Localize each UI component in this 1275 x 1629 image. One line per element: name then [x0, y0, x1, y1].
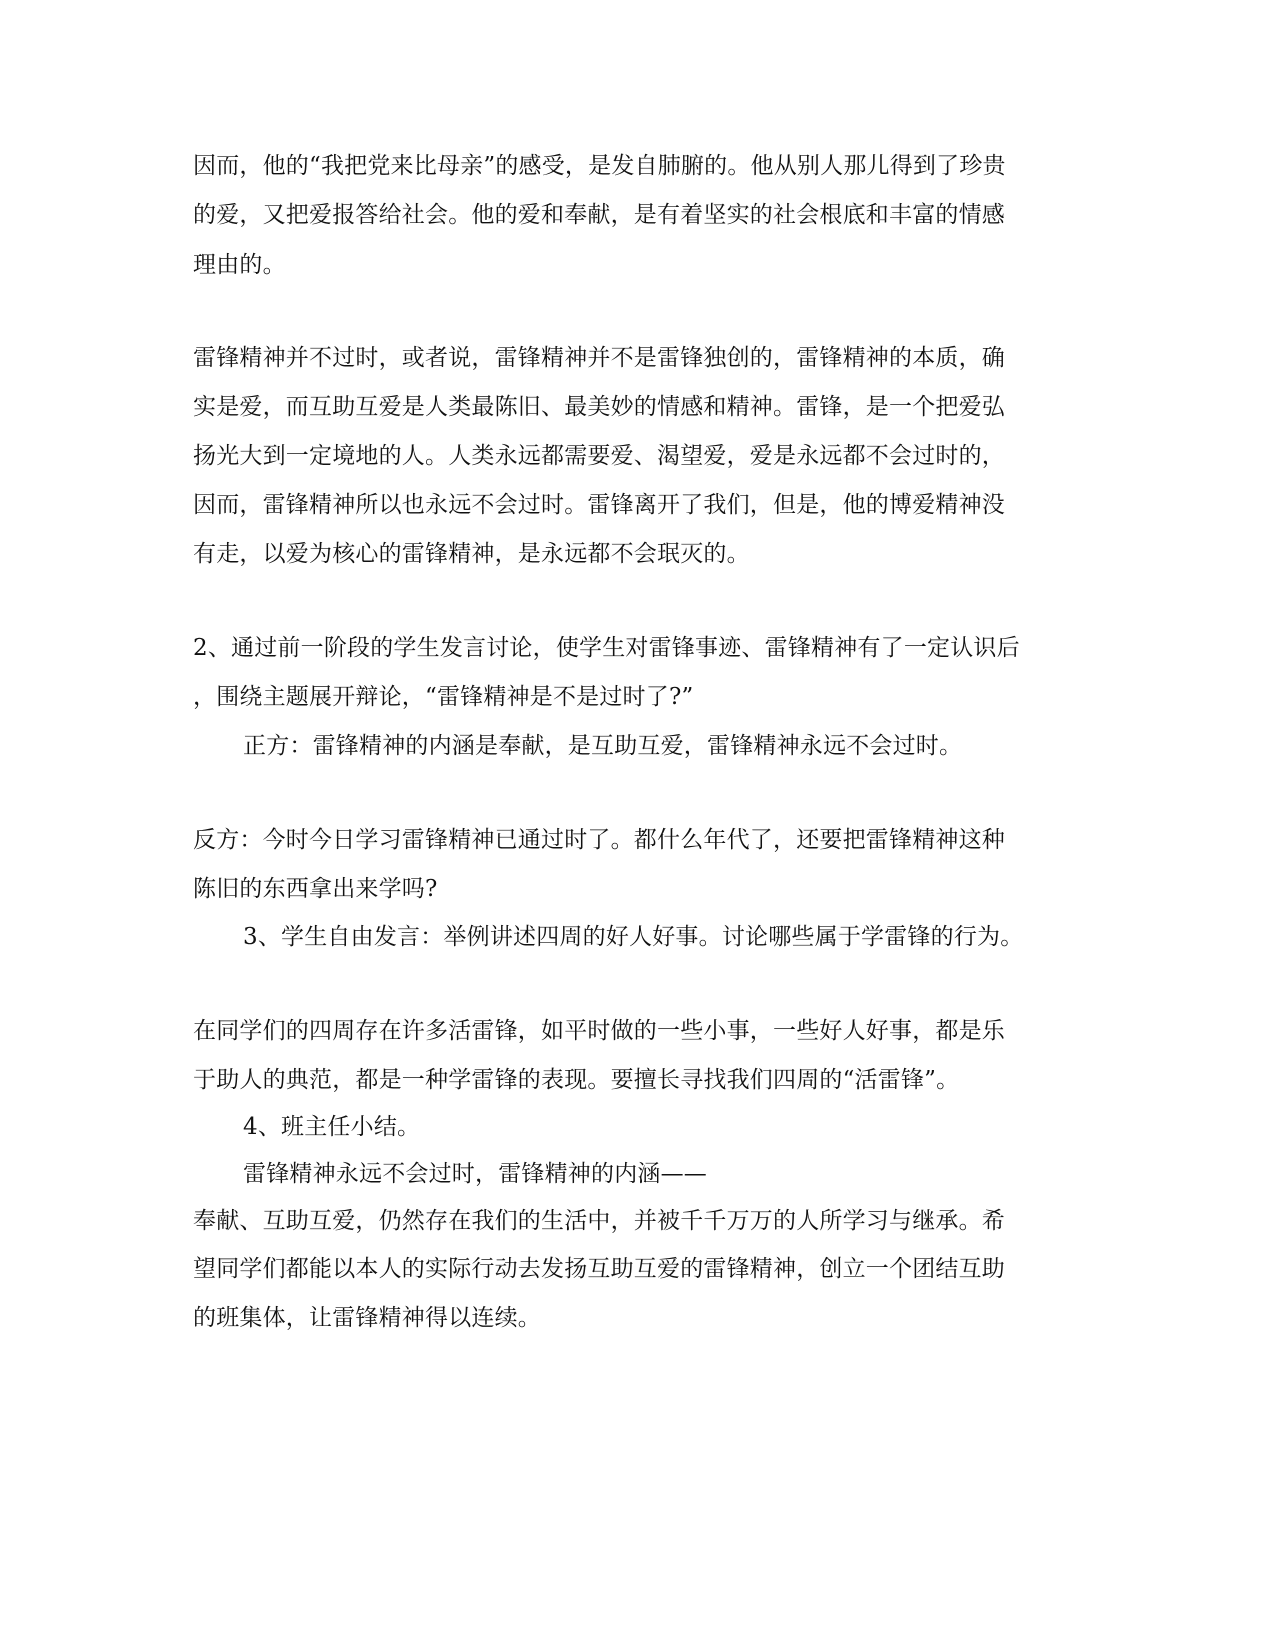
- text-line: 雷锋精神永远不会过时，雷锋精神的内涵——: [243, 1161, 707, 1187]
- text-line: 4、班主任小结。: [243, 1114, 421, 1140]
- text-line: 理由的。: [193, 252, 286, 278]
- text-line: 奉献、互助互爱，仍然存在我们的生活中，并被千千万万的人所学习与继承。希: [193, 1208, 1005, 1234]
- text-line: 于助人的典范，都是一种学雷锋的表现。要擅长寻找我们四周的“活雷锋”。: [193, 1067, 960, 1093]
- text-line: 3、学生自由发言：举例讲述四周的好人好事。讨论哪些属于学雷锋的行为。: [243, 924, 1024, 950]
- text-line: 因而，雷锋精神所以也永远不会过时。雷锋离开了我们，但是，他的博爱精神没: [193, 492, 1005, 518]
- text-line: 的爱，又把爱报答给社会。他的爱和奉献，是有着坚实的社会根底和丰富的情感: [193, 202, 1005, 228]
- text-line: 2、通过前一阶段的学生发言讨论，使学生对雷锋事迹、雷锋精神有了一定认识后: [193, 635, 1020, 661]
- text-line: 反方：今时今日学习雷锋精神已通过时了。都什么年代了，还要把雷锋精神这种: [193, 827, 1005, 853]
- text-line: 陈旧的东西拿出来学吗?: [193, 876, 438, 902]
- text-line: ，围绕主题展开辩论，“雷锋精神是不是过时了?”: [193, 684, 694, 710]
- text-line: 在同学们的四周存在许多活雷锋，如平时做的一些小事，一些好人好事，都是乐: [193, 1018, 1005, 1044]
- text-line: 望同学们都能以本人的实际行动去发扬互助互爱的雷锋精神，创立一个团结互助: [193, 1256, 1005, 1282]
- text-line: 正方：雷锋精神的内涵是奉献，是互助互爱，雷锋精神永远不会过时。: [243, 733, 963, 759]
- text-line: 雷锋精神并不过时，或者说，雷锋精神并不是雷锋独创的，雷锋精神的本质，确: [193, 345, 1005, 371]
- text-line: 有走，以爱为核心的雷锋精神，是永远都不会珉灭的。: [193, 541, 750, 567]
- text-line: 扬光大到一定境地的人。人类永远都需要爱、渴望爱，爱是永远都不会过时的，: [193, 443, 1005, 469]
- text-line: 的班集体，让雷锋精神得以连续。: [193, 1305, 541, 1331]
- text-line: 实是爱，而互助互爱是人类最陈旧、最美妙的情感和精神。雷锋，是一个把爱弘: [193, 394, 1005, 420]
- text-line: 因而，他的“我把党来比母亲”的感受，是发自肺腑的。他从别人那儿得到了珍贵: [193, 153, 1006, 179]
